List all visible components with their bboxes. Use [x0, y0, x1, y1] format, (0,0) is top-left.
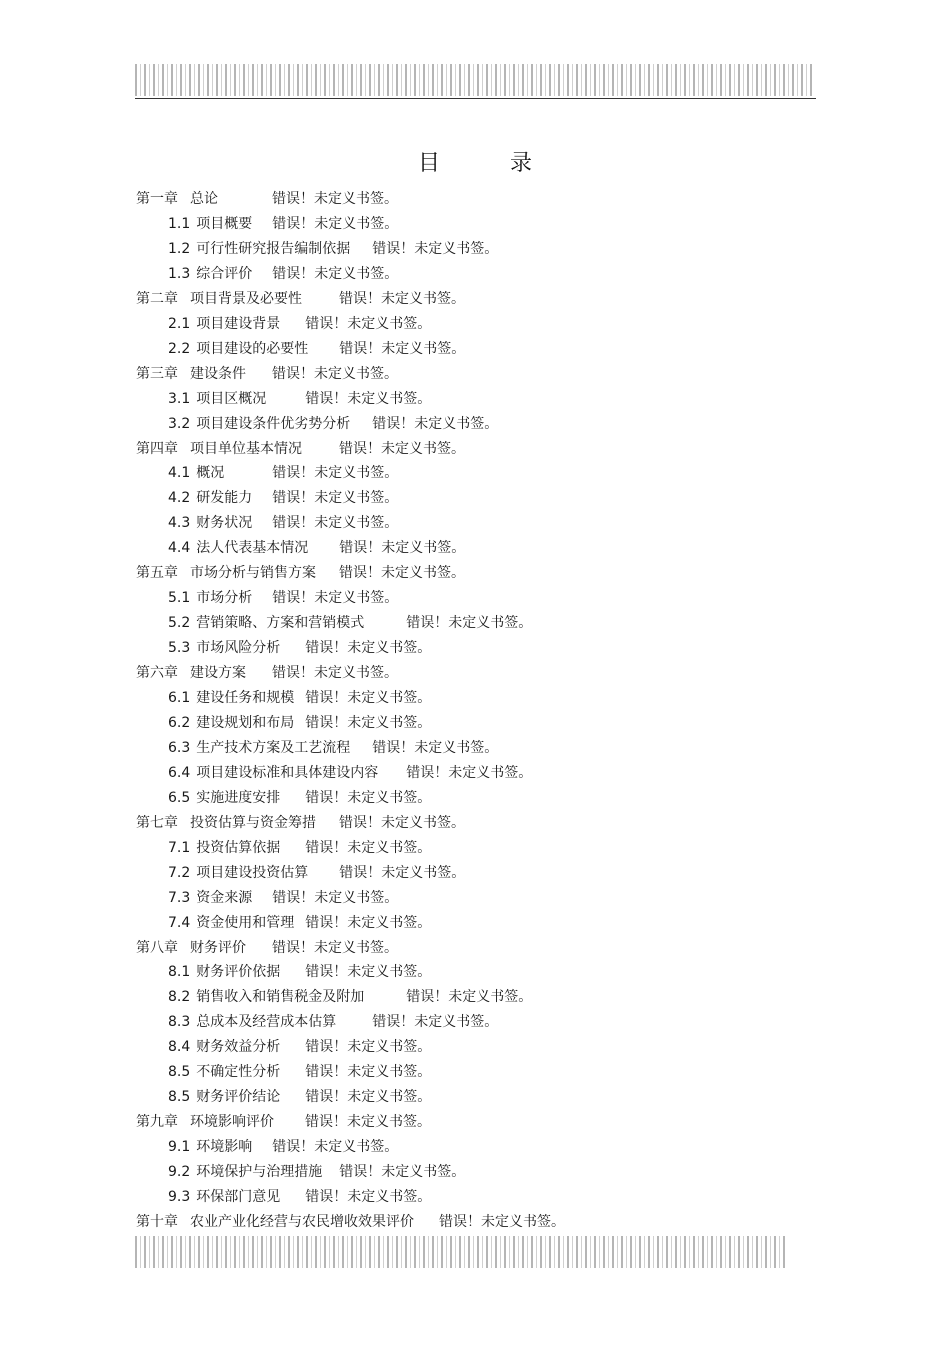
toc-entry-title: 项目建设背景 [196, 315, 281, 332]
toc-entry-title: 项目单位基本情况 [190, 440, 302, 457]
toc-entry-title: 环境保护与治理措施 [196, 1164, 323, 1181]
toc-entry-number: 5.1 [168, 590, 191, 607]
toc-entry-page-ref: 错误！未定义书签。 [305, 839, 432, 856]
toc-entry-number: 9.1 [168, 1139, 191, 1156]
toc-entry-title: 项目建设的必要性 [196, 340, 309, 357]
toc-entry-page-ref: 错误！未定义书签。 [339, 290, 465, 307]
header-running-text [135, 64, 815, 96]
toc-entry-page-ref: 错误！未定义书签。 [305, 315, 432, 332]
toc-entry[interactable] [168, 763, 532, 783]
toc-entry-number: 9.2 [168, 1164, 191, 1181]
toc-entry-title: 资金来源 [196, 889, 253, 906]
toc-entry-title: 建设任务和规模 [196, 690, 295, 706]
toc-entry-page-ref: 错误！未定义书签。 [339, 565, 465, 582]
toc-entry-title: 投资估算与资金筹措 [190, 814, 316, 831]
toc-entry-title: 建设规划和布局 [196, 714, 295, 731]
toc-entry-title: 总成本及经营成本估算 [196, 1014, 337, 1031]
toc-entry-number: 第六章 [136, 665, 178, 682]
toc-entry-title: 实施进度安排 [196, 789, 281, 806]
toc-entry-title: 营销策略、方案和营销模式 [196, 615, 365, 632]
toc-entry-title: 项目背景及必要性 [190, 290, 302, 307]
toc-entry-number: 1.2 [168, 240, 191, 257]
toc-entry[interactable] [168, 488, 398, 508]
toc-entry[interactable] [136, 439, 465, 459]
toc-entry[interactable] [168, 314, 431, 334]
toc-entry[interactable] [168, 339, 465, 359]
toc-entry-page-ref: 错误！未定义书签。 [339, 340, 466, 357]
toc-entry-page-ref: 错误！未定义书签。 [305, 964, 432, 981]
toc-entry[interactable] [168, 613, 532, 633]
toc-entry[interactable] [168, 588, 398, 608]
toc-entry-page-ref: 错误！未定义书签。 [372, 415, 499, 432]
toc-entry-title: 市场分析与销售方案 [190, 565, 316, 582]
toc-entry-number: 6.2 [168, 714, 191, 731]
toc-entry-number: 3.1 [168, 390, 191, 407]
toc-entry-title: 总论 [190, 191, 218, 207]
toc-entry[interactable] [168, 838, 431, 858]
footer-running-text [135, 1236, 785, 1268]
toc-entry-number: 8.3 [168, 1014, 191, 1031]
toc-entry[interactable] [168, 463, 398, 483]
toc-entry-number: 4.2 [168, 490, 191, 507]
toc-entry[interactable] [168, 1162, 465, 1182]
toc-entry[interactable] [136, 938, 398, 958]
toc-entry-number: 8.2 [168, 989, 191, 1006]
toc-entry-page-ref: 错误！未定义书签。 [372, 1014, 499, 1031]
toc-entry[interactable] [168, 1012, 498, 1032]
toc-entry-number: 2.2 [168, 340, 191, 357]
toc-entry-title: 环境影响 [196, 1139, 253, 1156]
toc-entry-page-ref: 错误！未定义书签。 [339, 440, 465, 457]
toc-entry-page-ref: 错误！未定义书签。 [305, 914, 432, 931]
toc-entry-number: 第三章 [136, 365, 178, 382]
toc-entry-number: 6.1 [168, 690, 191, 706]
toc-entry-page-ref: 错误！未定义书签。 [272, 215, 399, 232]
toc-entry[interactable] [168, 1137, 398, 1157]
toc-entry-page-ref: 错误！未定义书签。 [272, 490, 399, 507]
toc-entry-number: 第五章 [136, 565, 178, 582]
toc-entry-page-ref: 错误！未定义书签。 [305, 690, 432, 706]
toc-entry-title: 综合评价 [196, 265, 253, 282]
toc-entry-title: 生产技术方案及工艺流程 [196, 739, 351, 756]
toc-entry-page-ref: 错误！未定义书签。 [305, 640, 432, 657]
toc-entry[interactable] [168, 738, 498, 758]
toc-entry-number: 7.1 [168, 839, 191, 856]
toc-entry-title: 项目概要 [196, 215, 253, 232]
toc-entry-number: 1.3 [168, 265, 191, 282]
toc-entry-title: 销售收入和销售税金及附加 [196, 989, 365, 1006]
toc-entry[interactable] [136, 189, 398, 209]
toc-entry-number: 9.3 [168, 1189, 191, 1205]
toc-entry[interactable] [168, 389, 431, 409]
toc-entry-page-ref: 错误！未定义书签。 [305, 714, 432, 731]
toc-entry-number: 7.2 [168, 864, 191, 881]
toc-entry-title: 环保部门意见 [196, 1189, 281, 1205]
toc-entry[interactable] [168, 1062, 431, 1082]
toc-entry[interactable] [168, 239, 498, 259]
toc-entry[interactable] [168, 414, 498, 434]
toc-entry-number: 4.1 [168, 465, 191, 482]
toc-entry-page-ref: 错误！未定义书签。 [406, 989, 533, 1006]
toc-entry-page-ref: 错误！未定义书签。 [372, 739, 499, 756]
toc-entry-page-ref: 错误！未定义书签。 [272, 365, 398, 382]
toc-entry-title: 财务效益分析 [196, 1039, 281, 1056]
toc-entry-number: 5.3 [168, 640, 191, 657]
toc-entry-number: 1.1 [168, 215, 191, 232]
toc-entry-page-ref: 错误！未定义书签。 [272, 465, 399, 482]
toc-entry-title: 资金使用和管理 [196, 914, 295, 931]
toc-entry[interactable] [136, 1112, 431, 1132]
toc-entry-page-ref: 错误！未定义书签。 [339, 540, 466, 557]
toc-entry-number: 4.3 [168, 515, 191, 532]
toc-entry-page-ref: 错误！未定义书签。 [339, 864, 466, 881]
toc-entry-number: 8.5 [168, 1064, 191, 1081]
toc-entry-title: 研发能力 [196, 490, 253, 507]
toc-entry[interactable] [168, 513, 398, 533]
toc-entry-number: 2.1 [168, 315, 191, 332]
toc-entry-number: 4.4 [168, 540, 191, 557]
toc-entry-title: 农业产业化经营与农民增收效果评价 [190, 1213, 414, 1230]
toc-entry[interactable] [168, 214, 398, 234]
toc-entry-title: 市场风险分析 [196, 640, 281, 657]
toc-entry-title: 可行性研究报告编制依据 [196, 240, 351, 257]
toc-entry-page-ref: 错误！未定义书签。 [339, 814, 465, 831]
toc-entry-number: 第二章 [136, 290, 178, 307]
toc-entry[interactable] [168, 888, 398, 908]
toc-entry-title: 财务评价依据 [196, 964, 281, 981]
toc-entry-number: 第八章 [136, 939, 178, 956]
toc-entry-page-ref: 错误！未定义书签。 [305, 1039, 432, 1056]
toc-entry[interactable] [136, 1212, 565, 1232]
toc-entry[interactable] [168, 713, 431, 733]
toc-entry-page-ref: 错误！未定义书签。 [339, 1164, 466, 1181]
toc-entry-page-ref: 错误！未定义书签。 [305, 1064, 432, 1081]
toc-entry-page-ref: 错误！未定义书签。 [439, 1213, 565, 1230]
toc-entry[interactable] [168, 788, 431, 808]
toc-entry-number: 8.5 [168, 1089, 191, 1106]
toc-entry[interactable] [136, 563, 465, 583]
toc-entry-page-ref: 错误！未定义书签。 [406, 764, 533, 781]
toc-entry-page-ref: 错误！未定义书签。 [305, 390, 432, 407]
toc-entry-number: 6.5 [168, 789, 191, 806]
toc-entry[interactable] [168, 987, 532, 1007]
toc-entry-page-ref: 错误！未定义书签。 [305, 1189, 432, 1205]
toc-title: 目 录 [417, 151, 556, 176]
toc-entry-page-ref: 错误！未定义书签。 [272, 889, 399, 906]
toc-entry-number: 第七章 [136, 814, 178, 831]
toc-entry-page-ref: 错误！未定义书签。 [272, 939, 398, 956]
toc-entry-title: 建设条件 [190, 365, 246, 382]
toc-entry[interactable] [136, 289, 465, 309]
toc-entry[interactable] [136, 364, 398, 384]
toc-entry[interactable] [136, 663, 398, 683]
toc-entry-page-ref: 错误！未定义书签。 [272, 515, 399, 532]
toc-entry-title: 不确定性分析 [196, 1064, 281, 1081]
header-divider [135, 98, 816, 99]
toc-entry[interactable] [168, 962, 431, 982]
toc-entry-title: 项目建设投资估算 [196, 864, 309, 881]
toc-entry-page-ref: 错误！未定义书签。 [305, 1089, 432, 1106]
toc-entry[interactable] [168, 913, 431, 933]
toc-entry[interactable] [136, 813, 465, 833]
toc-entry-title: 建设方案 [190, 665, 246, 682]
toc-entry[interactable] [168, 1187, 431, 1207]
toc-entry[interactable] [168, 264, 398, 284]
toc-entry[interactable] [168, 638, 431, 658]
toc-entry-number: 第九章 [136, 1114, 178, 1131]
toc-entry-page-ref: 错误！未定义书签。 [305, 1114, 431, 1131]
toc-entry-number: 7.4 [168, 914, 191, 931]
toc-entry-number: 8.4 [168, 1039, 191, 1056]
toc-entry-number: 第四章 [136, 440, 178, 457]
toc-entry-title: 财务状况 [196, 515, 253, 532]
toc-entry-page-ref: 错误！未定义书签。 [272, 665, 398, 682]
toc-entry-title: 财务评价 [190, 939, 246, 956]
toc-entry-title: 投资估算依据 [196, 839, 281, 856]
toc-entry-title: 项目建设条件优劣势分析 [196, 415, 351, 432]
toc-entry-page-ref: 错误！未定义书签。 [406, 615, 533, 632]
toc-entry-title: 市场分析 [196, 590, 253, 607]
toc-entry-number: 6.4 [168, 764, 191, 781]
toc-entry-number: 7.3 [168, 889, 191, 906]
toc-entry-page-ref: 错误！未定义书签。 [272, 590, 399, 607]
toc-entry-page-ref: 错误！未定义书签。 [272, 191, 398, 207]
toc-entry-title: 法人代表基本情况 [196, 540, 309, 557]
toc-entry[interactable] [168, 688, 431, 708]
toc-entry-page-ref: 错误！未定义书签。 [372, 240, 499, 257]
toc-entry-page-ref: 错误！未定义书签。 [305, 789, 432, 806]
toc-entry-page-ref: 错误！未定义书签。 [272, 265, 399, 282]
toc-entry-number: 6.3 [168, 739, 191, 756]
toc-entry-title: 概况 [196, 465, 225, 482]
toc-entry-title: 财务评价结论 [196, 1089, 281, 1106]
toc-entry-title: 项目建设标准和具体建设内容 [196, 764, 379, 781]
toc-entry-title: 环境影响评价 [190, 1114, 274, 1131]
toc-entry-number: 5.2 [168, 615, 191, 632]
toc-entry-number: 第一章 [136, 191, 178, 207]
toc-entry[interactable] [168, 1087, 431, 1107]
toc-entry-page-ref: 错误！未定义书签。 [272, 1139, 399, 1156]
toc-entry[interactable] [168, 863, 465, 883]
toc-entry-number: 3.2 [168, 415, 191, 432]
toc-entry[interactable] [168, 538, 465, 558]
toc-entry-title: 项目区概况 [196, 390, 267, 407]
toc-entry-number: 8.1 [168, 964, 191, 981]
toc-entry[interactable] [168, 1037, 431, 1057]
toc-entry-number: 第十章 [136, 1213, 178, 1230]
